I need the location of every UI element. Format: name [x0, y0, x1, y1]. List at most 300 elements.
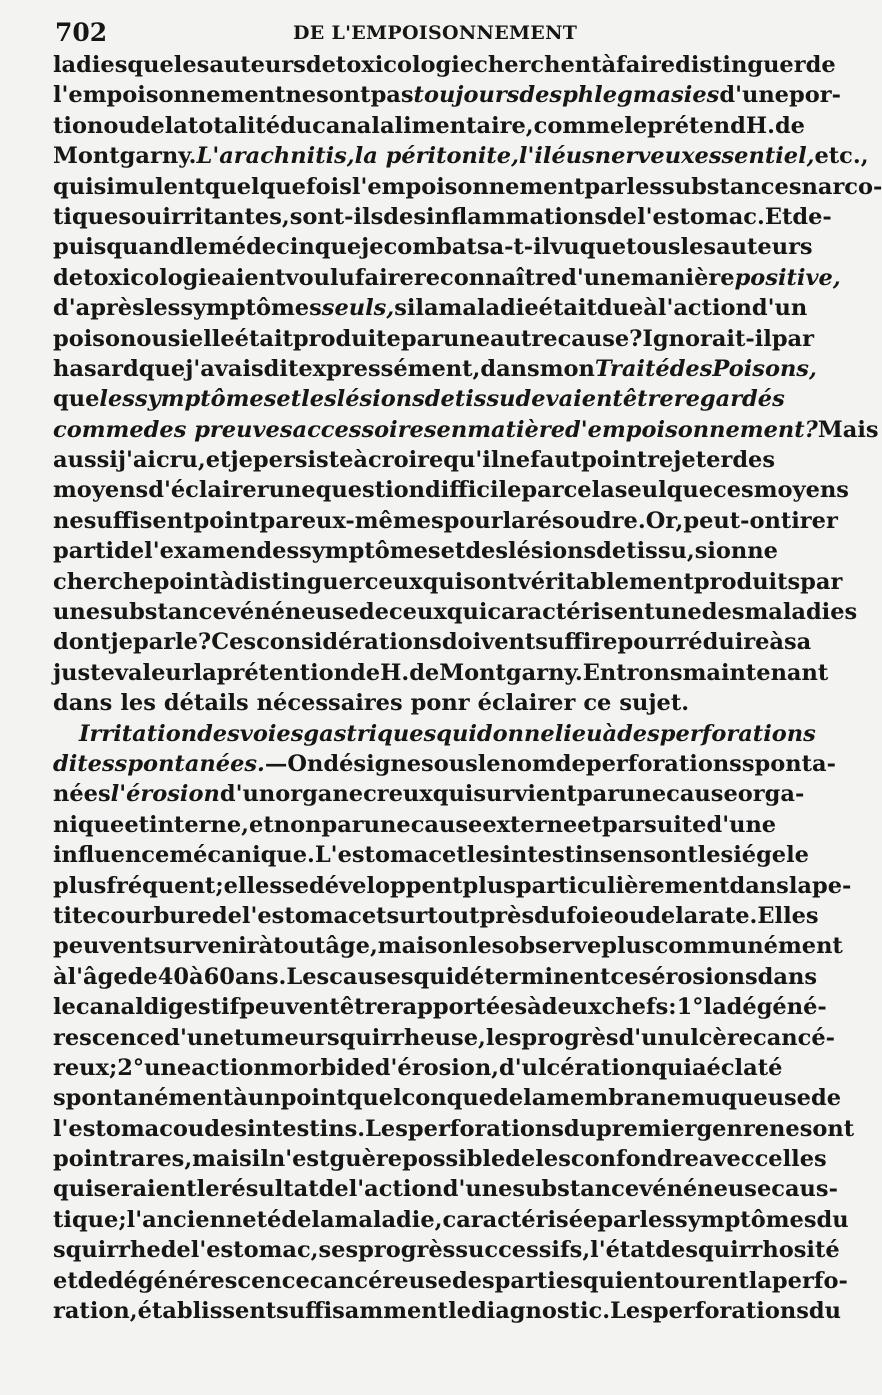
- word: sa: [784, 629, 812, 656]
- word: sont: [463, 568, 518, 595]
- word: dans: [480, 355, 540, 382]
- word: Ignorait-il: [642, 325, 772, 352]
- word: d'une: [706, 811, 777, 838]
- word: cancé-: [753, 1024, 835, 1051]
- word: plus: [462, 872, 516, 899]
- word: de: [409, 659, 440, 686]
- word: à: [643, 295, 658, 322]
- word: de: [424, 386, 455, 413]
- word: à: [219, 568, 235, 595]
- text-line: [53, 749, 836, 779]
- word: 40: [157, 963, 190, 990]
- word: Les: [610, 1298, 653, 1325]
- word: détails: [163, 690, 249, 717]
- word: survenir: [153, 933, 259, 960]
- word: n'est: [268, 1146, 330, 1173]
- word: Irritation: [79, 720, 198, 747]
- word: substance: [100, 599, 227, 626]
- word: la: [502, 507, 526, 534]
- word: à: [53, 963, 68, 990]
- word: ulcère: [673, 1024, 753, 1051]
- word: tiques: [53, 203, 132, 230]
- word: Or,: [645, 507, 684, 534]
- word: les: [120, 690, 156, 717]
- text-line: [53, 962, 817, 992]
- word: accessoires: [292, 416, 437, 443]
- word: les: [626, 173, 663, 200]
- text-line: [53, 1174, 838, 1204]
- word: ans.: [234, 963, 287, 990]
- word: prétend: [647, 112, 746, 139]
- word: du: [280, 112, 313, 139]
- word: morbide: [269, 1054, 375, 1081]
- word: foie: [566, 902, 614, 929]
- running-head: [53, 10, 754, 50]
- word: la: [311, 1206, 335, 1233]
- word: par: [597, 1206, 640, 1233]
- text-line: [53, 567, 843, 597]
- word: nique: [53, 811, 125, 838]
- word: si: [167, 325, 189, 352]
- text-line: [53, 536, 778, 566]
- word: celles: [754, 1146, 827, 1173]
- text-line: [53, 871, 852, 901]
- word: comme: [53, 416, 144, 443]
- word: si: [694, 538, 716, 565]
- word: considérations: [256, 629, 442, 656]
- word: je: [361, 234, 384, 261]
- word: on: [715, 538, 748, 565]
- word: spontanées.: [114, 750, 265, 777]
- word: que: [138, 355, 186, 382]
- word: point: [280, 1085, 347, 1112]
- word: dégénérescence: [107, 1267, 310, 1294]
- word: seuls,: [321, 295, 395, 322]
- word: produits: [693, 568, 801, 595]
- word: établissent: [137, 1298, 277, 1325]
- text-line: [53, 80, 841, 110]
- word: vu: [550, 234, 580, 261]
- word: la: [788, 872, 812, 899]
- word: valeur: [114, 659, 194, 686]
- word: en: [436, 416, 468, 443]
- word: aient: [221, 264, 286, 291]
- word: H.: [380, 659, 410, 686]
- word: sont: [799, 1115, 855, 1142]
- word: ou: [131, 203, 163, 230]
- text-line: [53, 415, 879, 445]
- word: perforations: [407, 1115, 564, 1142]
- word: rejeter: [647, 447, 733, 474]
- word: les: [680, 234, 717, 261]
- word: elles: [223, 872, 283, 899]
- word: L'arachnitis,: [196, 143, 355, 170]
- word: par: [400, 325, 444, 352]
- word: à: [353, 447, 369, 474]
- word: qui: [446, 599, 488, 626]
- word: totalité: [187, 112, 281, 139]
- word: des: [701, 599, 745, 626]
- word: des preuves: [143, 416, 293, 443]
- word: L'estomac: [314, 842, 443, 869]
- word: symptômes: [675, 1206, 817, 1233]
- word: dans: [729, 872, 789, 899]
- word: dont: [53, 629, 111, 656]
- word: l'empoisonnement: [53, 82, 286, 109]
- word: maladie,: [334, 1206, 443, 1233]
- word: et: [249, 811, 274, 838]
- word: nom: [500, 750, 556, 777]
- word: ou: [136, 325, 168, 352]
- word: persiste: [252, 447, 354, 474]
- word: de: [774, 112, 805, 139]
- word: le: [53, 994, 76, 1021]
- word: et: [124, 811, 150, 838]
- word: ne: [285, 82, 317, 109]
- word: éclaté: [706, 1054, 783, 1081]
- word: muqueuse: [681, 1085, 811, 1112]
- word: Mais: [817, 416, 879, 443]
- word: —: [264, 750, 288, 777]
- word: auteurs: [716, 234, 813, 261]
- text-line: [53, 324, 814, 354]
- word: seul: [614, 477, 667, 504]
- word: qui: [582, 1267, 624, 1294]
- word: cause: [410, 811, 483, 838]
- word: Les: [365, 1115, 408, 1142]
- word: il: [251, 1146, 269, 1173]
- word: la: [164, 112, 188, 139]
- word: par: [584, 173, 627, 200]
- word: toxicologie: [83, 264, 222, 291]
- text-line: [53, 111, 805, 141]
- word: cancéreuse: [309, 1267, 452, 1294]
- text-line: [53, 1023, 835, 1053]
- word: possible: [402, 1146, 506, 1173]
- word: a-t-il: [489, 234, 551, 261]
- word: âge,: [325, 933, 378, 960]
- word: regardés: [673, 386, 785, 413]
- word: comme: [533, 112, 625, 139]
- word: les: [301, 386, 337, 413]
- word: distinguer: [234, 568, 365, 595]
- word: voies: [239, 720, 304, 747]
- word: l'empoisonnement: [351, 173, 585, 200]
- word: qu'il: [443, 447, 500, 474]
- word: premier: [596, 1115, 697, 1142]
- word: expressément,: [298, 355, 481, 382]
- word: une: [268, 477, 316, 504]
- word: confondre: [570, 1146, 699, 1173]
- word: des: [732, 447, 776, 474]
- word: et: [361, 902, 387, 929]
- word: rapportées: [390, 994, 528, 1021]
- word: dit: [263, 355, 299, 382]
- word: que: [666, 477, 714, 504]
- word: et: [440, 538, 466, 565]
- word: de: [358, 599, 389, 626]
- word: tite: [53, 902, 97, 929]
- word: lésions: [508, 538, 597, 565]
- word: pe-: [811, 872, 852, 899]
- word: intestins: [502, 842, 613, 869]
- word: surtout: [386, 902, 480, 929]
- word: plus: [53, 872, 107, 899]
- word: à: [527, 994, 542, 1021]
- word: du: [816, 1206, 849, 1233]
- text-line: [53, 50, 836, 80]
- word: la: [703, 994, 727, 1021]
- word: d'empoisonnement?: [565, 416, 818, 443]
- word: de: [134, 112, 165, 139]
- word: les: [144, 295, 181, 322]
- word: perforations: [652, 1298, 809, 1325]
- word: poison: [53, 325, 137, 352]
- word: sous: [421, 750, 478, 777]
- text-line: [53, 1266, 848, 1296]
- word: tirer: [780, 507, 838, 534]
- word: qui: [53, 1176, 94, 1203]
- text-line: [53, 506, 838, 536]
- word: ou: [172, 1115, 205, 1142]
- word: tion: [53, 112, 104, 139]
- word: de: [645, 902, 676, 929]
- text-line: [53, 840, 809, 870]
- word: l'état: [590, 1237, 656, 1264]
- word: essentiel,: [694, 143, 815, 170]
- word: sponta-: [741, 750, 836, 777]
- word: que: [579, 234, 627, 261]
- word: orga-: [737, 781, 805, 808]
- word: l'action: [348, 1176, 443, 1203]
- text-line: [53, 597, 858, 627]
- word: qui: [436, 720, 477, 747]
- text-line: [53, 992, 827, 1022]
- word: positive,: [734, 264, 841, 291]
- word: cause: [666, 781, 738, 808]
- text-line: [53, 779, 805, 809]
- word: matière: [467, 416, 566, 443]
- word: parties: [494, 1267, 583, 1294]
- text-line: [53, 445, 776, 475]
- word: juste: [53, 659, 115, 686]
- word: en: [612, 842, 644, 869]
- word: faire: [616, 52, 676, 78]
- word: d'éclairer: [148, 477, 269, 504]
- word: quand: [106, 234, 186, 261]
- word: une: [363, 811, 411, 838]
- word: parle?: [132, 629, 212, 656]
- word: ne: [769, 1115, 800, 1142]
- word: des: [383, 203, 426, 230]
- word: difficile: [425, 477, 522, 504]
- word: Ces: [211, 629, 257, 656]
- word: qui: [413, 963, 455, 990]
- word: de-: [792, 203, 832, 230]
- word: de: [655, 1237, 686, 1264]
- word: squirrhe: [53, 1237, 161, 1264]
- word: symptômes: [134, 386, 277, 413]
- word: sont-ils: [289, 203, 384, 230]
- word: point: [53, 1146, 120, 1173]
- word: squirrheuse,: [326, 1024, 486, 1051]
- word: être: [339, 994, 391, 1021]
- word: résultat: [219, 1176, 319, 1203]
- word: puis: [53, 234, 107, 261]
- word: était: [538, 295, 597, 322]
- word: reux;: [53, 1054, 118, 1081]
- word: nécessaires: [256, 690, 403, 717]
- word: je: [110, 629, 133, 656]
- word: prétention: [216, 659, 351, 686]
- word: 1°: [676, 994, 704, 1021]
- word: hasard: [53, 355, 139, 382]
- word: que: [314, 234, 362, 261]
- word: ration,: [53, 1298, 138, 1325]
- word: ces: [610, 963, 652, 990]
- word: externe: [482, 811, 578, 838]
- word: pas: [370, 82, 414, 109]
- text-line: [53, 1296, 841, 1326]
- word: ou: [613, 902, 646, 929]
- word: peuvent: [53, 933, 154, 960]
- word: moyens: [53, 477, 149, 504]
- word: par: [321, 811, 364, 838]
- text-line: [53, 263, 841, 293]
- word: tout: [273, 933, 326, 960]
- word: à: [189, 963, 204, 990]
- word: éclairer: [477, 690, 576, 717]
- word: faut: [530, 447, 582, 474]
- word: les: [173, 52, 210, 78]
- word: d'un: [618, 1024, 674, 1051]
- word: croire: [368, 447, 444, 474]
- word: tumeur: [233, 1024, 327, 1051]
- word: point: [193, 507, 260, 534]
- text-line: [53, 1235, 840, 1265]
- text-line: [53, 810, 777, 840]
- word: l'estomac: [53, 1115, 173, 1142]
- word: distinguer: [675, 52, 806, 78]
- text-line: [53, 141, 869, 171]
- word: entourent: [623, 1267, 749, 1294]
- word: dans: [53, 690, 113, 717]
- word: toujours: [413, 82, 520, 109]
- word: lieu: [554, 720, 603, 747]
- word: progrès: [358, 1237, 456, 1264]
- word: par: [771, 325, 814, 352]
- word: qui: [432, 781, 474, 808]
- word: pour: [443, 507, 503, 534]
- word: Les: [286, 963, 330, 990]
- word: de: [493, 1085, 524, 1112]
- word: j'avais: [185, 355, 264, 382]
- word: de: [555, 750, 586, 777]
- word: faire: [354, 264, 414, 291]
- word: chefs:: [601, 994, 677, 1021]
- word: squirrhosité: [685, 1237, 840, 1264]
- word: du: [808, 1298, 841, 1325]
- word: une: [443, 325, 491, 352]
- word: d'érosion,: [374, 1054, 500, 1081]
- word: des: [256, 538, 300, 565]
- word: survient: [473, 781, 577, 808]
- word: médecin: [207, 234, 315, 261]
- running-head-title: DE L'EMPOISONNEMENT: [293, 22, 578, 44]
- text-line: [53, 901, 819, 931]
- word: de: [211, 902, 242, 929]
- word: le: [448, 1298, 471, 1325]
- word: 2°: [117, 1054, 145, 1081]
- word: les: [468, 933, 505, 960]
- word: genre: [696, 1115, 770, 1142]
- word: d'une: [561, 264, 631, 291]
- text-line: [53, 719, 816, 749]
- word: perforations: [585, 750, 742, 777]
- word: l'estomac: [241, 902, 362, 929]
- text-line: [53, 1053, 783, 1083]
- word: canal: [75, 994, 144, 1021]
- word: par: [800, 568, 843, 595]
- text-line: [53, 1114, 855, 1144]
- word: sont: [316, 82, 371, 109]
- word: cru,: [155, 447, 206, 474]
- word: question: [315, 477, 426, 504]
- word: une: [654, 599, 702, 626]
- word: les: [99, 386, 135, 413]
- word: produite: [292, 325, 401, 352]
- word: mon: [539, 355, 595, 382]
- word: pour: [617, 629, 677, 656]
- word: des: [669, 355, 713, 382]
- word: on: [437, 933, 469, 960]
- word: ne: [499, 447, 531, 474]
- word: point: [153, 568, 220, 595]
- word: successifs,: [455, 1237, 591, 1264]
- word: Et: [764, 203, 793, 230]
- word: réduire: [676, 629, 770, 656]
- word: résoudre.: [525, 507, 646, 534]
- word: suffisamment: [276, 1298, 449, 1325]
- word: et: [276, 386, 302, 413]
- word: Montgarny.: [439, 659, 583, 686]
- word: de: [596, 538, 627, 565]
- word: les: [535, 1146, 571, 1173]
- word: de: [350, 659, 381, 686]
- word: tous: [626, 234, 681, 261]
- word: je: [230, 447, 253, 474]
- word: gastriques: [303, 720, 437, 747]
- word: une: [53, 599, 101, 626]
- word: symptômes: [180, 295, 322, 322]
- word: combats: [383, 234, 490, 261]
- word: creux: [363, 781, 433, 808]
- word: développent: [309, 872, 463, 899]
- word: cherche: [53, 568, 154, 595]
- word: rescence: [53, 1024, 165, 1051]
- word: doivent: [441, 629, 536, 656]
- word: de: [318, 1176, 349, 1203]
- word: aussi: [53, 447, 118, 474]
- word: manière: [630, 264, 735, 291]
- word: tissu,: [626, 538, 695, 565]
- word: par: [602, 811, 645, 838]
- word: Poisons,: [712, 355, 817, 382]
- word: point: [581, 447, 648, 474]
- word: l'érosion: [110, 781, 220, 808]
- word: vénéneuse: [226, 599, 359, 626]
- word: maladie: [438, 295, 539, 322]
